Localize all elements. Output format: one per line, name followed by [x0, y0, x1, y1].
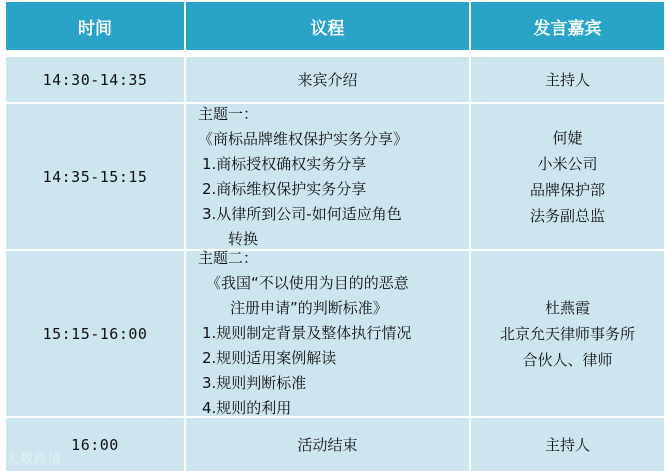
speaker-cell: [471, 57, 664, 102]
speaker-org: 小米公司: [537, 154, 598, 173]
speaker-name: 杜燕霞: [544, 298, 590, 317]
table-row: [0, 418, 670, 471]
speaker-name: 何婕: [552, 128, 583, 147]
speaker-title: 合伙人、律师: [522, 350, 613, 369]
table-row: [0, 251, 670, 416]
agenda-line: 来宾介绍: [297, 71, 358, 89]
speaker-dept: 品牌保护部: [529, 180, 605, 199]
agenda-cell: [186, 251, 469, 416]
topic-heading: 主题一：: [198, 104, 259, 123]
time-cell: 14:35-15:15: [6, 104, 184, 249]
header-time: 时间: [6, 2, 184, 50]
time-cell: 14:30-14:35: [6, 57, 184, 102]
table-row: [0, 57, 670, 102]
speaker-org: 北京允天律师事务所: [499, 324, 635, 343]
agenda-item: 1.规则制定背景及整体执行情况: [202, 324, 412, 342]
topic-title: 《我国“不以使用为目的的恶意: [206, 274, 409, 292]
agenda-cell: [186, 104, 469, 249]
watermark-logo: 大数跨境: [6, 452, 63, 467]
header-speaker: 发言嘉宾: [471, 2, 664, 50]
speaker-line: 主持人: [544, 436, 590, 454]
speaker-cell: [471, 251, 664, 416]
time-cell: 15:15-16:00: [6, 251, 184, 416]
agenda-line: 活动结束: [297, 436, 358, 454]
speaker-title: 法务副总监: [529, 206, 605, 225]
speaker-cell: [471, 104, 664, 249]
speaker-cell: [471, 418, 664, 471]
agenda-item: 2.规则适用案例解读: [202, 349, 337, 367]
agenda-item: 3.规则判断标准: [202, 374, 307, 392]
agenda-cell: [186, 418, 469, 471]
agenda-cell: [186, 57, 469, 102]
agenda-item: 1.商标授权确权实务分享: [202, 154, 367, 173]
table-header: [0, 2, 670, 50]
topic-title: 《商标品牌维权保护实务分享》: [198, 129, 409, 148]
agenda-item-continuation: 转换: [228, 229, 259, 248]
topic-heading: 主题二：: [198, 249, 259, 267]
time-cell: 16:00: [6, 418, 184, 471]
header-agenda: 议程: [186, 2, 469, 50]
table-row: [0, 104, 670, 249]
agenda-item: 2.商标维权保护实务分享: [202, 179, 367, 198]
topic-title-continuation: 注册申请”的判断标准》: [230, 299, 388, 317]
agenda-item: 3.从律所到公司-如何适应角色: [202, 204, 402, 223]
speaker-line: 主持人: [544, 71, 590, 89]
agenda-item: 4.规则的利用: [202, 399, 292, 417]
